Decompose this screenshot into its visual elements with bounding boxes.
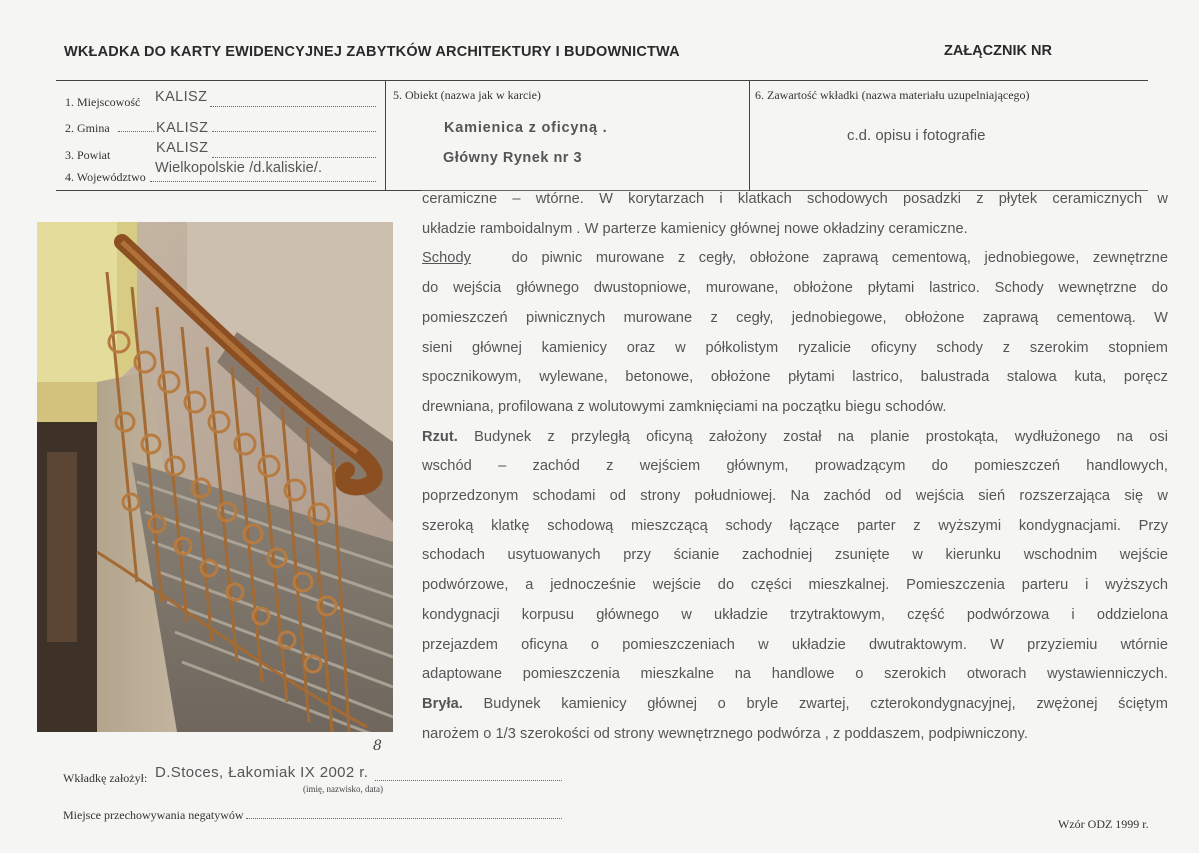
commune-dotted-lead: [118, 131, 154, 132]
description-line: wschód – zachód z wejściem głównym, prowadzącym do pomieszczeń handlowych,: [422, 458, 1168, 475]
description-line: do wejścia głównego dwustopniowe, murowane, obłożone płytami lastrico. Schody wewnętrzne do: [422, 280, 1168, 297]
bryla-heading: Bryła.: [422, 695, 463, 712]
staircase-photo-image: [37, 222, 393, 732]
form-divider-2: [749, 80, 750, 190]
voivodeship-value: Wielkopolskie /d.kaliskie/.: [155, 160, 323, 176]
description-line-rest: Budynek kamienicy głównej o bryle zwartej, czterokondygnacyjnej, zwężonej ściętym: [483, 695, 1168, 712]
voivodeship-dotted-line: [150, 181, 376, 182]
description-line: ceramiczne – wtórne. W korytarzach i klatkach schodowych posadzki z płytek ceramicznych w: [422, 191, 1168, 207]
commune-value: KALISZ: [156, 120, 209, 136]
description-line: podwórzowe, a jednocześnie wejście do części mieszkalnej. Pomieszczenia parteru i wyższych: [422, 577, 1168, 594]
content-value: c.d. opisu i fotografie: [847, 127, 986, 144]
locality-dotted-line: [210, 106, 376, 107]
staircase-photo: [37, 222, 393, 732]
county-label: 3. Powiat: [65, 148, 111, 162]
negatives-label: Miejsce przechowywania negatywów: [63, 808, 244, 822]
description-line: spocznikowym, wylewane, betonowe, obłożone płytami lastrico, balustrada stalowa kuta, poręcz: [422, 369, 1168, 386]
form-title: WKŁADKA DO KARTY EWIDENCYJNEJ ZABYTKÓW ARCHITEKTURY I BUDOWNICTWA: [64, 44, 680, 60]
locality-value: KALISZ: [155, 89, 208, 105]
content-label: 6. Zawartość wkładki (nazwa materiału uzupelniającego): [755, 88, 1030, 102]
made-by-note: (imię, nazwisko, data): [303, 784, 383, 794]
description-line: szeroką klatkę schodową mieszczącą schody łączące parter z wyższymi kondygnacjami. Przy: [422, 517, 1168, 534]
description-line: drewniana, profilowana z wolutowymi zamknięciami na początku biegu schodów.: [422, 398, 947, 415]
negatives-dotted-line: [246, 818, 562, 819]
description-line-rest: Budynek z przyległą oficyną założony został na planie prostokąta, wydłużonego na osi: [474, 428, 1169, 445]
description-line: [422, 690, 1168, 720]
description-line: [422, 423, 1168, 453]
object-name: Kamienica z oficyną .: [444, 120, 608, 136]
commune-label: 2. Gmina: [65, 121, 110, 135]
made-by-value: D.Stoces, Łakomiak IX 2002 r.: [155, 764, 369, 781]
form-divider-1: [385, 80, 386, 190]
county-value: KALISZ: [156, 140, 209, 156]
commune-dotted-line: [212, 131, 376, 132]
form-bottom-rule-left: [56, 190, 421, 191]
object-address: Główny Rynek nr 3: [443, 150, 583, 166]
rzut-heading: Rzut.: [422, 428, 458, 445]
page-number: 8: [373, 738, 382, 754]
description-line: poprzedzonym schodami od strony południowej. Na zachód od wejścia sień rozszerzająca się w: [422, 488, 1168, 505]
description-line: pomieszczeń piwnicznych murowane z cegły, jednobiegowe, obłożone zaprawą cementową. W: [422, 309, 1168, 326]
description-line: adaptowane pomieszczenia mieszkalne na handlowe o szerokich otworach wystawienniczych.: [422, 666, 1168, 683]
description-line: przejazdem oficyna o pomieszczeniach w układzie dwutraktowym. W przyziemiu wtórnie: [422, 636, 1168, 653]
description-text: [422, 185, 1168, 749]
locality-label: 1. Miejscowość: [65, 95, 141, 109]
county-dotted-line: [212, 157, 376, 158]
description-line-rest: do piwnic murowane z cegły, obłożone zaprawą cementową, jednobiegowe, zewnętrzne: [511, 250, 1168, 267]
description-line: [422, 244, 1168, 274]
made-by-label: Wkładkę założył:: [63, 771, 148, 785]
description-line: układzie ramboidalnym . W parterze kamienicy głównej nowe okładziny ceramiczne.: [422, 220, 968, 237]
made-by-dotted-line: [375, 780, 562, 781]
schody-heading: Schody: [422, 250, 471, 267]
object-label: 5. Obiekt (nazwa jak w karcie): [393, 88, 541, 102]
description-line: schodach usytuowanych przy ścianie zachodniej zsunięte w kierunku wschodnim wejście: [422, 547, 1168, 564]
annex-label: ZAŁĄCZNIK NR: [944, 43, 1052, 59]
description-line: kondygnacji korpusu głównego w układzie trzytraktowym, część podwórzowa i oddzielona: [422, 606, 1168, 623]
form-reference: Wzór ODZ 1999 r.: [1058, 817, 1149, 831]
voivodeship-label: 4. Województwo: [65, 170, 146, 184]
form-top-rule: [56, 80, 1148, 81]
description-line: sieni głównej kamienicy oraz w półkolistym ryzalicie oficyny schody z szerokim stopniem: [422, 339, 1168, 356]
description-line: narożem o 1/3 szerokości od strony wewnętrznego podwórza , z poddaszem, podpiwniczony.: [422, 725, 1028, 742]
